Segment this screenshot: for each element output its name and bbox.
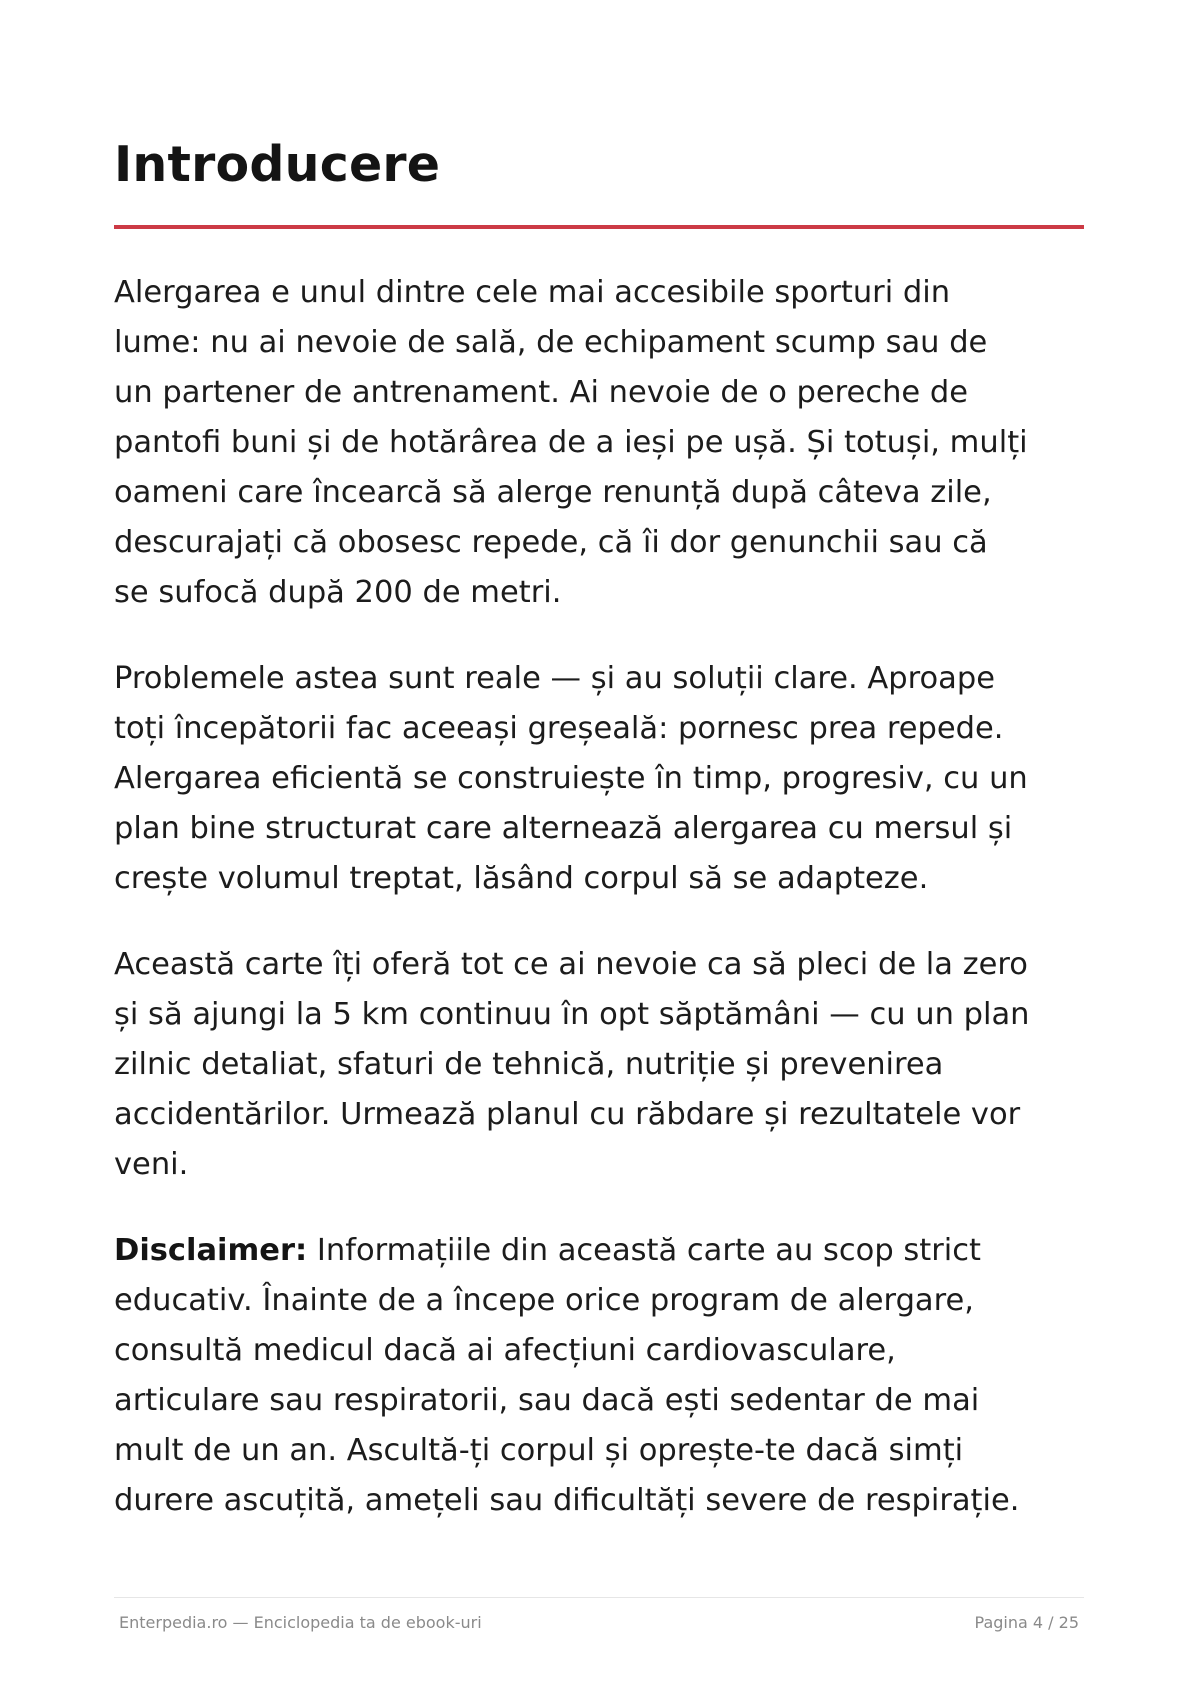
text-line: descurajați că obosesc repede, că îi dor genunchii sau că — [114, 525, 988, 560]
text-line: un partener de antrenament. Ai nevoie de o pereche de — [114, 375, 968, 410]
paragraph-2 — [114, 654, 1094, 904]
text-line: consultă medicul dacă ai afecțiuni cardiovasculare, — [114, 1333, 896, 1368]
paragraph-1 — [114, 268, 1094, 618]
disclaimer-paragraph — [114, 1226, 1094, 1526]
paragraph-3 — [114, 940, 1094, 1190]
text-line — [114, 1226, 1094, 1276]
text-line: Alergarea eficientă se construiește în timp, progresiv, cu un — [114, 761, 1028, 796]
text-line: pantofi buni și de hotărârea de a ieși pe ușă. Și totuși, mulți — [114, 425, 1028, 460]
text-line: Această carte îți oferă tot ce ai nevoie ca să pleci de la zero — [114, 947, 1028, 982]
text-line: lume: nu ai nevoie de sală, de echipament scump sau de — [114, 325, 988, 360]
text-line: articulare sau respiratorii, sau dacă ești sedentar de mai — [114, 1383, 980, 1418]
footer-page-number: Pagina 4 / 25 — [974, 1613, 1079, 1632]
footer-divider — [114, 1597, 1084, 1598]
text-line: plan bine structurat care alternează alergarea cu mersul și — [114, 811, 1013, 846]
text-line: zilnic detaliat, sfaturi de tehnică, nutriție și prevenirea — [114, 1047, 944, 1082]
text-line: Alergarea e unul dintre cele mai accesibile sporturi din — [114, 275, 951, 310]
text-line: toți începătorii fac aceeași greșeală: pornesc prea repede. — [114, 711, 1004, 746]
disclaimer-label: Disclaimer: — [114, 1233, 308, 1268]
footer-site-name: Enterpedia.ro — Enciclopedia ta de ebook-uri — [119, 1613, 482, 1632]
text-line: accidentărilor. Urmează planul cu răbdare și rezultatele vor — [114, 1097, 1021, 1132]
content-body — [114, 268, 1094, 1562]
text-line: oameni care încearcă să alerge renunță după câteva zile, — [114, 475, 992, 510]
text-line: veni. — [114, 1147, 189, 1182]
text-line: durere ascuțită, amețeli sau dificultăți severe de respirație. — [114, 1483, 1020, 1518]
document-page — [114, 0, 1084, 1683]
disclaimer-first-line: Informațiile din această carte au scop strict — [307, 1233, 981, 1268]
text-line: și să ajungi la 5 km continuu în opt săptămâni — cu un plan — [114, 997, 1030, 1032]
title-underline — [114, 225, 1084, 229]
text-line: educativ. Înainte de a începe orice program de alergare, — [114, 1283, 974, 1318]
text-line: crește volumul treptat, lăsând corpul să se adapteze. — [114, 861, 929, 896]
text-line: se sufocă după 200 de metri. — [114, 575, 562, 610]
page-title: Introducere — [114, 136, 441, 193]
text-line: Problemele astea sunt reale — și au soluții clare. Aproape — [114, 661, 996, 696]
text-line: mult de un an. Ascultă-ți corpul și oprește-te dacă simți — [114, 1433, 964, 1468]
